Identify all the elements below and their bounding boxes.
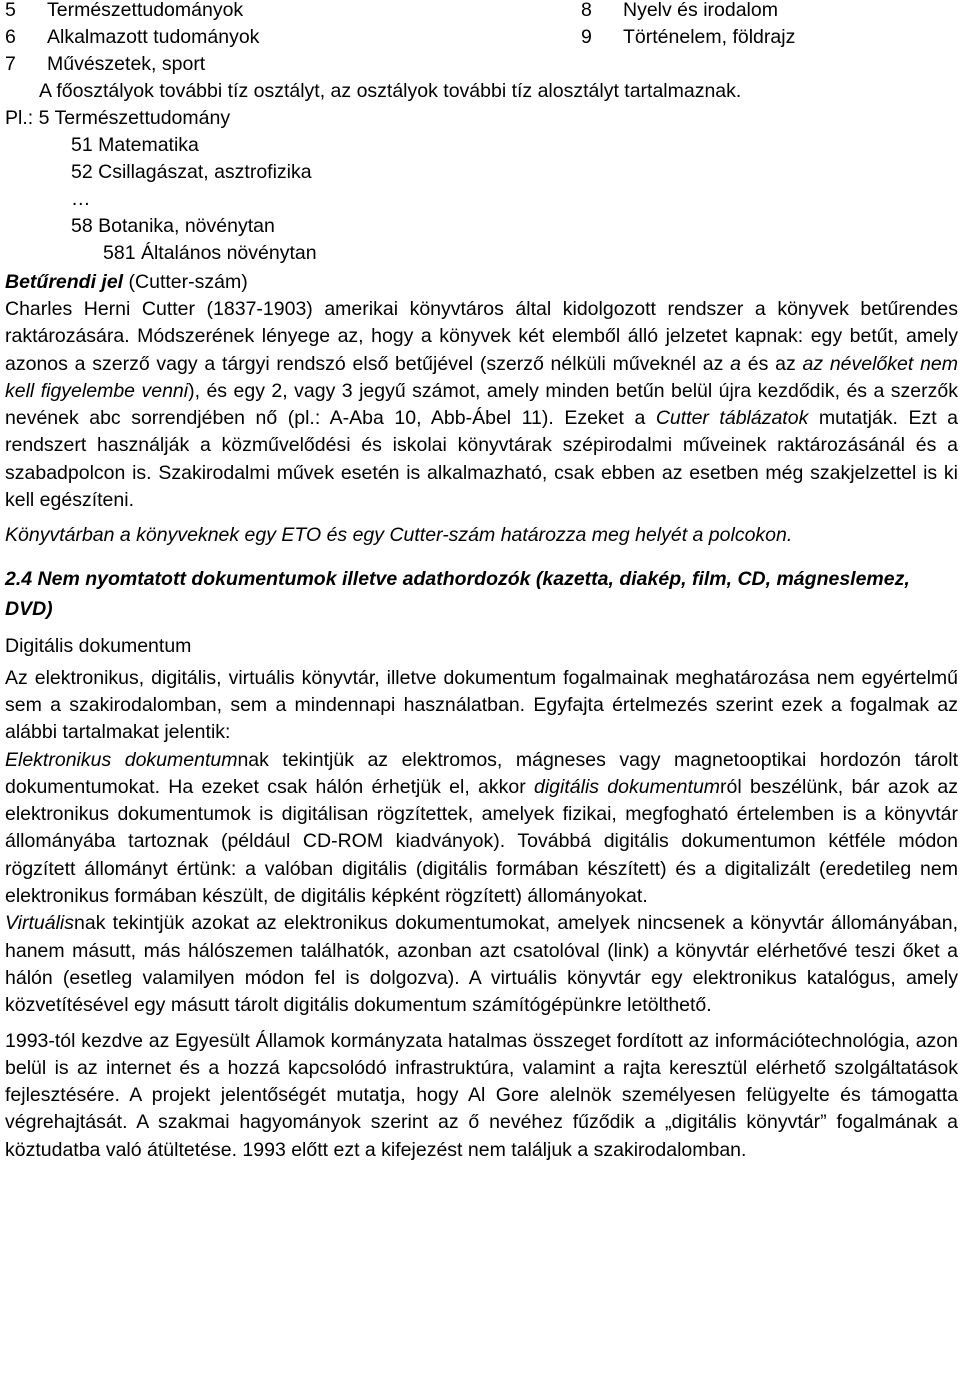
class-entry	[5, 51, 581, 78]
class-number: 5	[5, 0, 16, 21]
class-label: Történelem, földrajz	[623, 26, 796, 48]
example-line: 52 Csillagászat, asztrofizika	[71, 161, 312, 183]
class-entry	[581, 0, 778, 24]
section-subheading: Digitális dokumentum	[5, 634, 192, 657]
text-run-italic: Virtuális	[5, 912, 75, 935]
class-label: Nyelv és irodalom	[623, 0, 778, 21]
text-run: és az	[741, 352, 803, 375]
section-paragraph	[5, 910, 958, 1019]
class-number: 6	[5, 26, 16, 48]
class-row	[5, 24, 958, 51]
cutter-shelf-note: Könyvtárban a könyveknek egy ETO és egy Cutter-szám határozza meg helyét a polcokon.	[5, 524, 793, 547]
subdivision-note: A főosztályok további tíz osztályt, az osztályok további tíz alosztályt tartalmaznak.	[39, 80, 742, 102]
class-entry	[581, 24, 795, 51]
text-run: mutatják. Ezt a rendszert használják a közművelődési és iskolai könyvtárak szépirodalmi műveinek raktározásánál és a szabadpolcon is. Szakirodalmi művek esetén is alkalmazható, csak ebben az esetben még szakjelzettel is ki kell egészíteni.	[5, 407, 958, 512]
class-entry	[5, 24, 581, 51]
class-label: Alkalmazott tudományok	[47, 26, 260, 48]
example-prefix: Pl.: 5 Természettudomány	[5, 107, 231, 129]
section-paragraph: Az elektronikus, digitális, virtuális könyvtár, illetve dokumentum fogalmainak meghatározása nem egyértelmű sem a szakirodalomban, sem a mindennapi használatban. Egyfajta értelmezés szerint ezek a fogalmak az alábbi tartalmakat jelentik:	[5, 666, 958, 744]
text-run-italic: a	[730, 352, 742, 375]
text-run: ról beszélünk, bár azok az elektronikus dokumentumok is digitálisan rögzítettek, amelyek fizikai, megfogható értelemben is a könyvtár állományába tartoznak (például CD-ROM kiadványok). Továbbá digitális dokumentumon kétféle módon rögzített állományt értünk: a valóban digitális (digitális formában készített) és a digitalizált (eredetileg nem elektronikus formában készült, de digitális képként rögzített) állományokat.	[5, 775, 958, 908]
section-heading: 2.4 Nem nyomtatott dokumentumok illetve adathordozók (kazetta, diakép, film, CD, mágneslemez, DVD)	[5, 567, 910, 620]
text-run-italic: digitális dokumentum	[534, 775, 721, 798]
cutter-title	[5, 269, 958, 296]
text-run: nak tekintjük azokat az elektronikus dokumentumokat, amelyek nincsenek a könyvtár állományában, hanem másutt, más hálószemen találhatók, azonban azt csatolóval (link) a könyvtár elérhetővé teszi őket a hálón (esetleg valamilyen módon fel is dolgozva). A virtuális könyvtár egy elektronikus katalógus, amely közvetítésével egy másutt tárolt digitális dokumentum számítógépünkre letölthető.	[5, 912, 958, 1017]
text-run: ), és egy 2, vagy 3 jegyű számot, amely minden betűn belül újra kezdődik, és a szerzők nevének abc sorrendjében nő (pl.: A-Aba 10, Abb-Ábel 11). Ezeket a	[5, 379, 958, 430]
example-line: 58 Botanika, növénytan	[71, 215, 275, 237]
cutter-title-bold: Betűrendi jel	[5, 271, 124, 293]
cutter-title-rest: (Cutter-szám)	[123, 271, 248, 293]
class-entry	[5, 0, 581, 24]
class-entry	[581, 51, 623, 78]
text-run-italic: az névelőket nem kell figyelembe venni	[5, 352, 958, 402]
class-label: Természettudományok	[47, 0, 244, 21]
class-row	[5, 51, 958, 78]
text-run-italic: Cutter táblázatok	[655, 407, 809, 430]
example-line: 581 Általános növénytan	[103, 242, 317, 264]
example-line: 51 Matematika	[71, 134, 199, 156]
section-paragraph: 1993-tól kezdve az Egyesült Államok kormányzata hatalmas összeget fordított az információtechnológia, azon belül is az internet és a hozzá kapcsolódó infrastruktúra, valamint a rajta keresztül elérhető szolgáltatások fejlesztésére. A projekt jelentőségét mutatja, hogy Al Gore alelnök személyesen felügyelte és támogatta végrehajtását. A szakmai hagyományok szerint az ő nevéhez fűződik a „digitális könyvtár” fogalmának a köztudatba való átültetése. 1993 előtt ezt a kifejezést nem találjuk a szakirodalomban.	[5, 1029, 958, 1161]
class-number: 9	[581, 26, 592, 48]
class-number: 8	[581, 0, 592, 21]
class-row	[5, 0, 958, 24]
class-label: Művészetek, sport	[47, 53, 206, 75]
text-run: Charles Herni Cutter (1837-1903) amerikai könyvtáros által kidolgozott rendszer a könyvek betűrendes raktározására. Módszerének lényege az, hogy a könyvek két elemből álló jelzetet kapnak: egy betűt, amely azonos a szerző vagy a tárgyi rendszó első betűjével (szerző nélküli műveknél az	[5, 298, 958, 375]
document-page	[5, 0, 958, 1164]
text-run-italic: Elektronikus dokumentum	[5, 748, 238, 771]
text-run: nak tekintjük az elektromos, mágneses vagy magnetooptikai hordozón tárolt dokumentumokat. Ha ezeket csak hálón érhetjük el, akkor	[5, 748, 958, 798]
section-paragraph	[5, 747, 958, 911]
cutter-paragraph	[5, 296, 958, 514]
class-number: 7	[5, 53, 16, 75]
example-ellipsis: …	[71, 188, 91, 210]
